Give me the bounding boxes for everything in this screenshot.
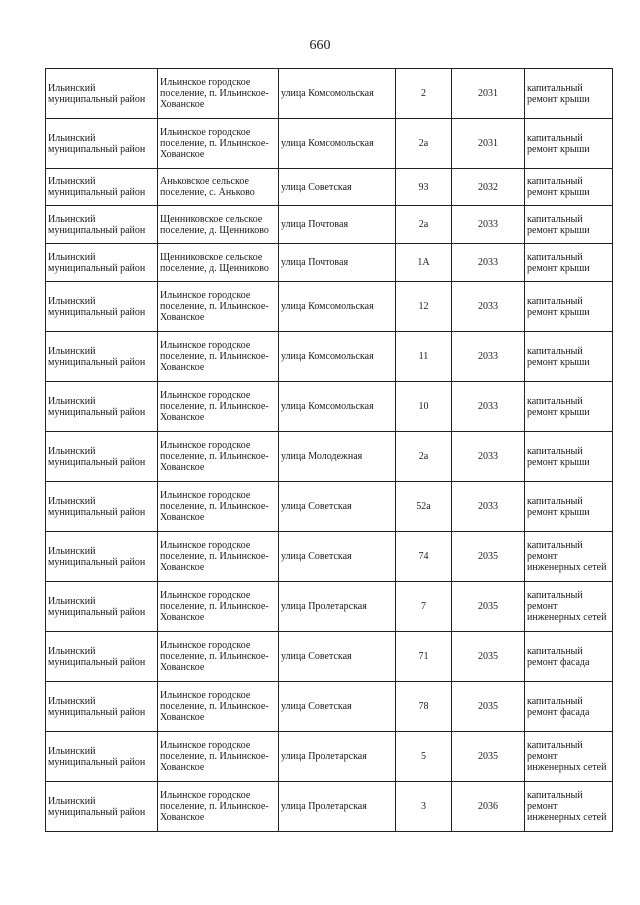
work-type-cell: капитальный ремонт фасада	[525, 682, 613, 732]
work-type-cell: капитальный ремонт крыши	[525, 119, 613, 169]
street-cell: улица Пролетарская	[279, 732, 396, 782]
year-cell: 2031	[452, 119, 525, 169]
year-cell: 2036	[452, 782, 525, 832]
table-row	[46, 206, 613, 244]
district-cell: Ильинский муниципальный район	[46, 632, 158, 682]
work-type-cell: капитальный ремонт фасада	[525, 632, 613, 682]
street-cell: улица Почтовая	[279, 206, 396, 244]
table-row	[46, 169, 613, 206]
work-type-cell: капитальный ремонт крыши	[525, 206, 613, 244]
street-cell: улица Пролетарская	[279, 582, 396, 632]
house-cell: 52а	[396, 482, 452, 532]
district-cell: Ильинский муниципальный район	[46, 432, 158, 482]
district-cell: Ильинский муниципальный район	[46, 782, 158, 832]
settlement-cell: Ильинское городское поселение, п. Ильинское-Хованское	[158, 582, 279, 632]
house-cell: 7	[396, 582, 452, 632]
street-cell: улица Комсомольская	[279, 282, 396, 332]
work-type-cell: капитальный ремонт инженерных сетей	[525, 782, 613, 832]
work-type-cell: капитальный ремонт инженерных сетей	[525, 732, 613, 782]
street-cell: улица Молодежная	[279, 432, 396, 482]
house-cell: 5	[396, 732, 452, 782]
settlement-cell: Аньковское сельское поселение, с. Аньково	[158, 169, 279, 206]
house-cell: 1А	[396, 244, 452, 282]
year-cell: 2035	[452, 582, 525, 632]
house-cell: 71	[396, 632, 452, 682]
district-cell: Ильинский муниципальный район	[46, 244, 158, 282]
street-cell: улица Советская	[279, 682, 396, 732]
year-cell: 2033	[452, 206, 525, 244]
year-cell: 2035	[452, 682, 525, 732]
settlement-cell: Ильинское городское поселение, п. Ильинское-Хованское	[158, 482, 279, 532]
district-cell: Ильинский муниципальный район	[46, 332, 158, 382]
year-cell: 2031	[452, 69, 525, 119]
work-type-cell: капитальный ремонт крыши	[525, 69, 613, 119]
work-type-cell: капитальный ремонт крыши	[525, 482, 613, 532]
table-row	[46, 119, 613, 169]
house-cell: 11	[396, 332, 452, 382]
table-row	[46, 244, 613, 282]
table-row	[46, 582, 613, 632]
house-cell: 78	[396, 682, 452, 732]
settlement-cell: Щенниковское сельское поселение, д. Щенниково	[158, 206, 279, 244]
settlement-cell: Ильинское городское поселение, п. Ильинское-Хованское	[158, 382, 279, 432]
year-cell: 2033	[452, 482, 525, 532]
work-type-cell: капитальный ремонт инженерных сетей	[525, 532, 613, 582]
district-cell: Ильинский муниципальный район	[46, 69, 158, 119]
table-row	[46, 732, 613, 782]
table-row	[46, 432, 613, 482]
house-cell: 12	[396, 282, 452, 332]
table-row	[46, 482, 613, 532]
district-cell: Ильинский муниципальный район	[46, 732, 158, 782]
page-number: 660	[309, 38, 331, 53]
house-cell: 10	[396, 382, 452, 432]
table-row	[46, 332, 613, 382]
year-cell: 2033	[452, 432, 525, 482]
district-cell: Ильинский муниципальный район	[46, 482, 158, 532]
work-type-cell: капитальный ремонт крыши	[525, 332, 613, 382]
street-cell: улица Советская	[279, 632, 396, 682]
street-cell: улица Комсомольская	[279, 69, 396, 119]
work-type-cell: капитальный ремонт инженерных сетей	[525, 582, 613, 632]
street-cell: улица Почтовая	[279, 244, 396, 282]
street-cell: улица Советская	[279, 169, 396, 206]
district-cell: Ильинский муниципальный район	[46, 169, 158, 206]
settlement-cell: Ильинское городское поселение, п. Ильинское-Хованское	[158, 432, 279, 482]
work-type-cell: капитальный ремонт крыши	[525, 432, 613, 482]
table-body	[46, 69, 613, 832]
table-row	[46, 69, 613, 119]
year-cell: 2035	[452, 532, 525, 582]
settlement-cell: Ильинское городское поселение, п. Ильинское-Хованское	[158, 69, 279, 119]
district-cell: Ильинский муниципальный район	[46, 682, 158, 732]
settlement-cell: Ильинское городское поселение, п. Ильинское-Хованское	[158, 732, 279, 782]
table-row	[46, 682, 613, 732]
house-cell: 3	[396, 782, 452, 832]
house-cell: 74	[396, 532, 452, 582]
year-cell: 2033	[452, 282, 525, 332]
district-cell: Ильинский муниципальный район	[46, 206, 158, 244]
street-cell: улица Комсомольская	[279, 119, 396, 169]
year-cell: 2033	[452, 244, 525, 282]
settlement-cell: Ильинское городское поселение, п. Ильинское-Хованское	[158, 119, 279, 169]
settlement-cell: Ильинское городское поселение, п. Ильинское-Хованское	[158, 682, 279, 732]
table-row	[46, 632, 613, 682]
settlement-cell: Ильинское городское поселение, п. Ильинское-Хованское	[158, 532, 279, 582]
street-cell: улица Советская	[279, 532, 396, 582]
table-row	[46, 532, 613, 582]
year-cell: 2035	[452, 732, 525, 782]
house-cell: 2а	[396, 432, 452, 482]
district-cell: Ильинский муниципальный район	[46, 119, 158, 169]
house-cell: 2а	[396, 119, 452, 169]
work-type-cell: капитальный ремонт крыши	[525, 169, 613, 206]
district-cell: Ильинский муниципальный район	[46, 582, 158, 632]
work-type-cell: капитальный ремонт крыши	[525, 282, 613, 332]
year-cell: 2035	[452, 632, 525, 682]
table-row	[46, 782, 613, 832]
work-type-cell: капитальный ремонт крыши	[525, 244, 613, 282]
district-cell: Ильинский муниципальный район	[46, 282, 158, 332]
year-cell: 2032	[452, 169, 525, 206]
street-cell: улица Советская	[279, 482, 396, 532]
year-cell: 2033	[452, 382, 525, 432]
repair-schedule-table	[45, 68, 613, 832]
work-type-cell: капитальный ремонт крыши	[525, 382, 613, 432]
street-cell: улица Пролетарская	[279, 782, 396, 832]
house-cell: 93	[396, 169, 452, 206]
table-row	[46, 282, 613, 332]
year-cell: 2033	[452, 332, 525, 382]
house-cell: 2	[396, 69, 452, 119]
table-row	[46, 382, 613, 432]
settlement-cell: Ильинское городское поселение, п. Ильинское-Хованское	[158, 332, 279, 382]
street-cell: улица Комсомольская	[279, 382, 396, 432]
settlement-cell: Ильинское городское поселение, п. Ильинское-Хованское	[158, 782, 279, 832]
settlement-cell: Ильинское городское поселение, п. Ильинское-Хованское	[158, 282, 279, 332]
street-cell: улица Комсомольская	[279, 332, 396, 382]
settlement-cell: Щенниковское сельское поселение, д. Щенниково	[158, 244, 279, 282]
settlement-cell: Ильинское городское поселение, п. Ильинское-Хованское	[158, 632, 279, 682]
district-cell: Ильинский муниципальный район	[46, 382, 158, 432]
district-cell: Ильинский муниципальный район	[46, 532, 158, 582]
house-cell: 2а	[396, 206, 452, 244]
